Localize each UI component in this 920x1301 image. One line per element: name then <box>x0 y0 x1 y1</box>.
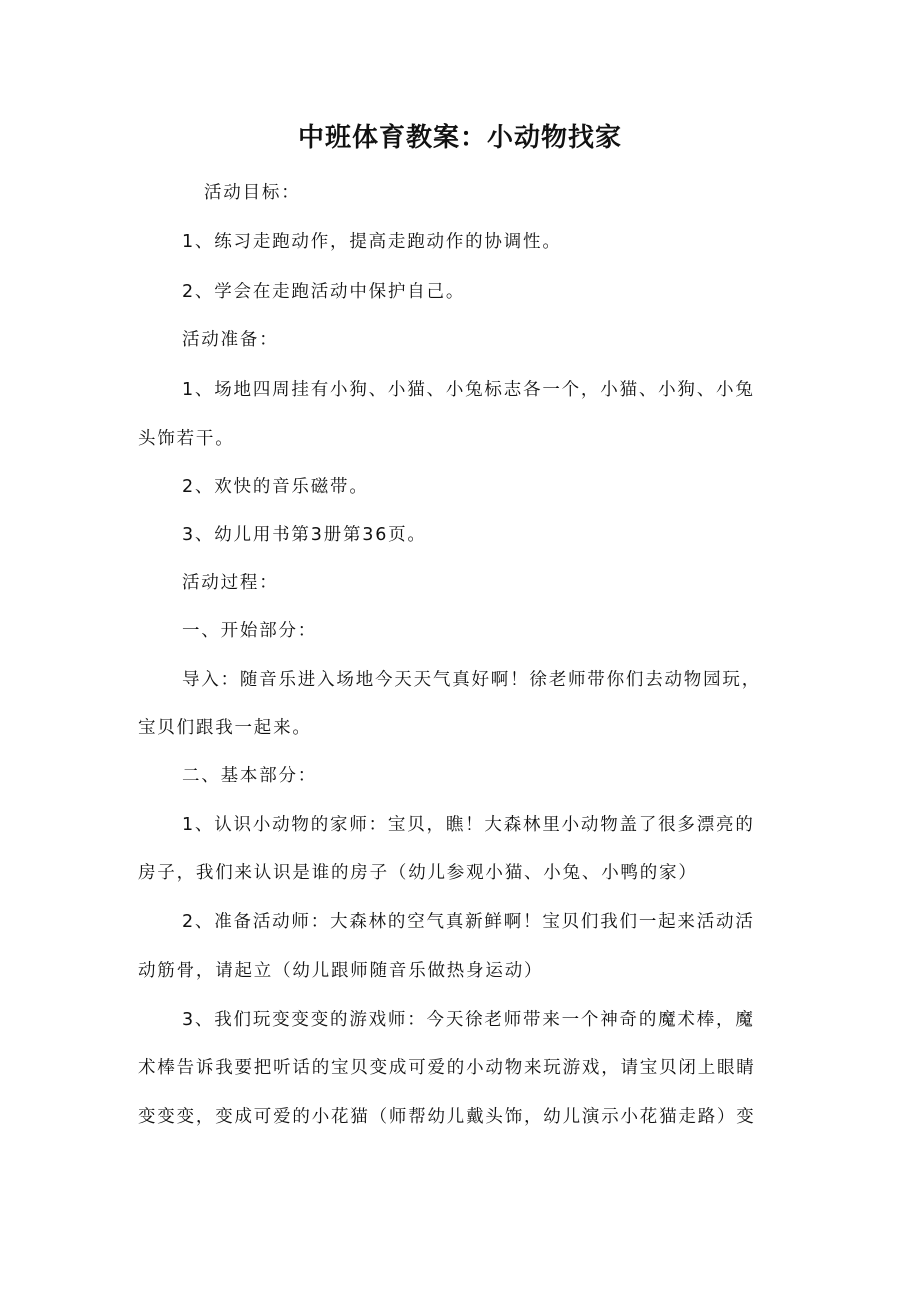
paragraph-line: 导入：随音乐进入场地今天天气真好啊！徐老师带你们去动物园玩， <box>182 670 761 690</box>
section-heading-process: 活动过程： <box>182 573 279 593</box>
paragraph-line: 宝贝们跟我一起来。 <box>138 718 312 738</box>
page-title: 中班体育教案：小动物找家 <box>297 123 622 153</box>
section-heading-goals: 活动目标： <box>204 183 301 203</box>
paragraph-line: 1、练习走跑动作，提高走跑动作的协调性。 <box>182 232 562 252</box>
paragraph-line: 变变变，变成可爱的小花猫（师帮幼儿戴头饰，幼儿演示小花猫走路）变 <box>138 1107 756 1127</box>
paragraph-line: 2、学会在走跑活动中保护自己。 <box>182 282 466 302</box>
paragraph-line: 2、准备活动师：大森林的空气真新鲜啊！宝贝们我们一起来活动活 <box>182 912 755 932</box>
paragraph-line: 2、欢快的音乐磁带。 <box>182 477 369 497</box>
paragraph-line: 1、场地四周挂有小狗、小猫、小兔标志各一个，小猫、小狗、小兔 <box>182 380 755 400</box>
paragraph-line: 1、认识小动物的家师：宝贝，瞧！大森林里小动物盖了很多漂亮的 <box>182 815 755 835</box>
subsection-heading-basic: 二、基本部分： <box>182 766 318 786</box>
paragraph-line: 术棒告诉我要把听话的宝贝变成可爱的小动物来玩游戏，请宝贝闭上眼睛 <box>138 1058 756 1078</box>
paragraph-line: 3、我们玩变变变的游戏师：今天徐老师带来一个神奇的魔术棒，魔 <box>182 1010 755 1030</box>
paragraph-line: 头饰若干。 <box>138 429 235 449</box>
section-heading-preparation: 活动准备： <box>182 330 279 350</box>
subsection-heading-start: 一、开始部分： <box>182 621 318 641</box>
paragraph-line: 3、幼儿用书第3册第36页。 <box>182 525 427 545</box>
paragraph-line: 房子，我们来认识是谁的房子（幼儿参观小猫、小兔、小鸭的家） <box>138 863 698 883</box>
paragraph-line: 动筋骨，请起立（幼儿跟师随音乐做热身运动） <box>138 961 544 981</box>
